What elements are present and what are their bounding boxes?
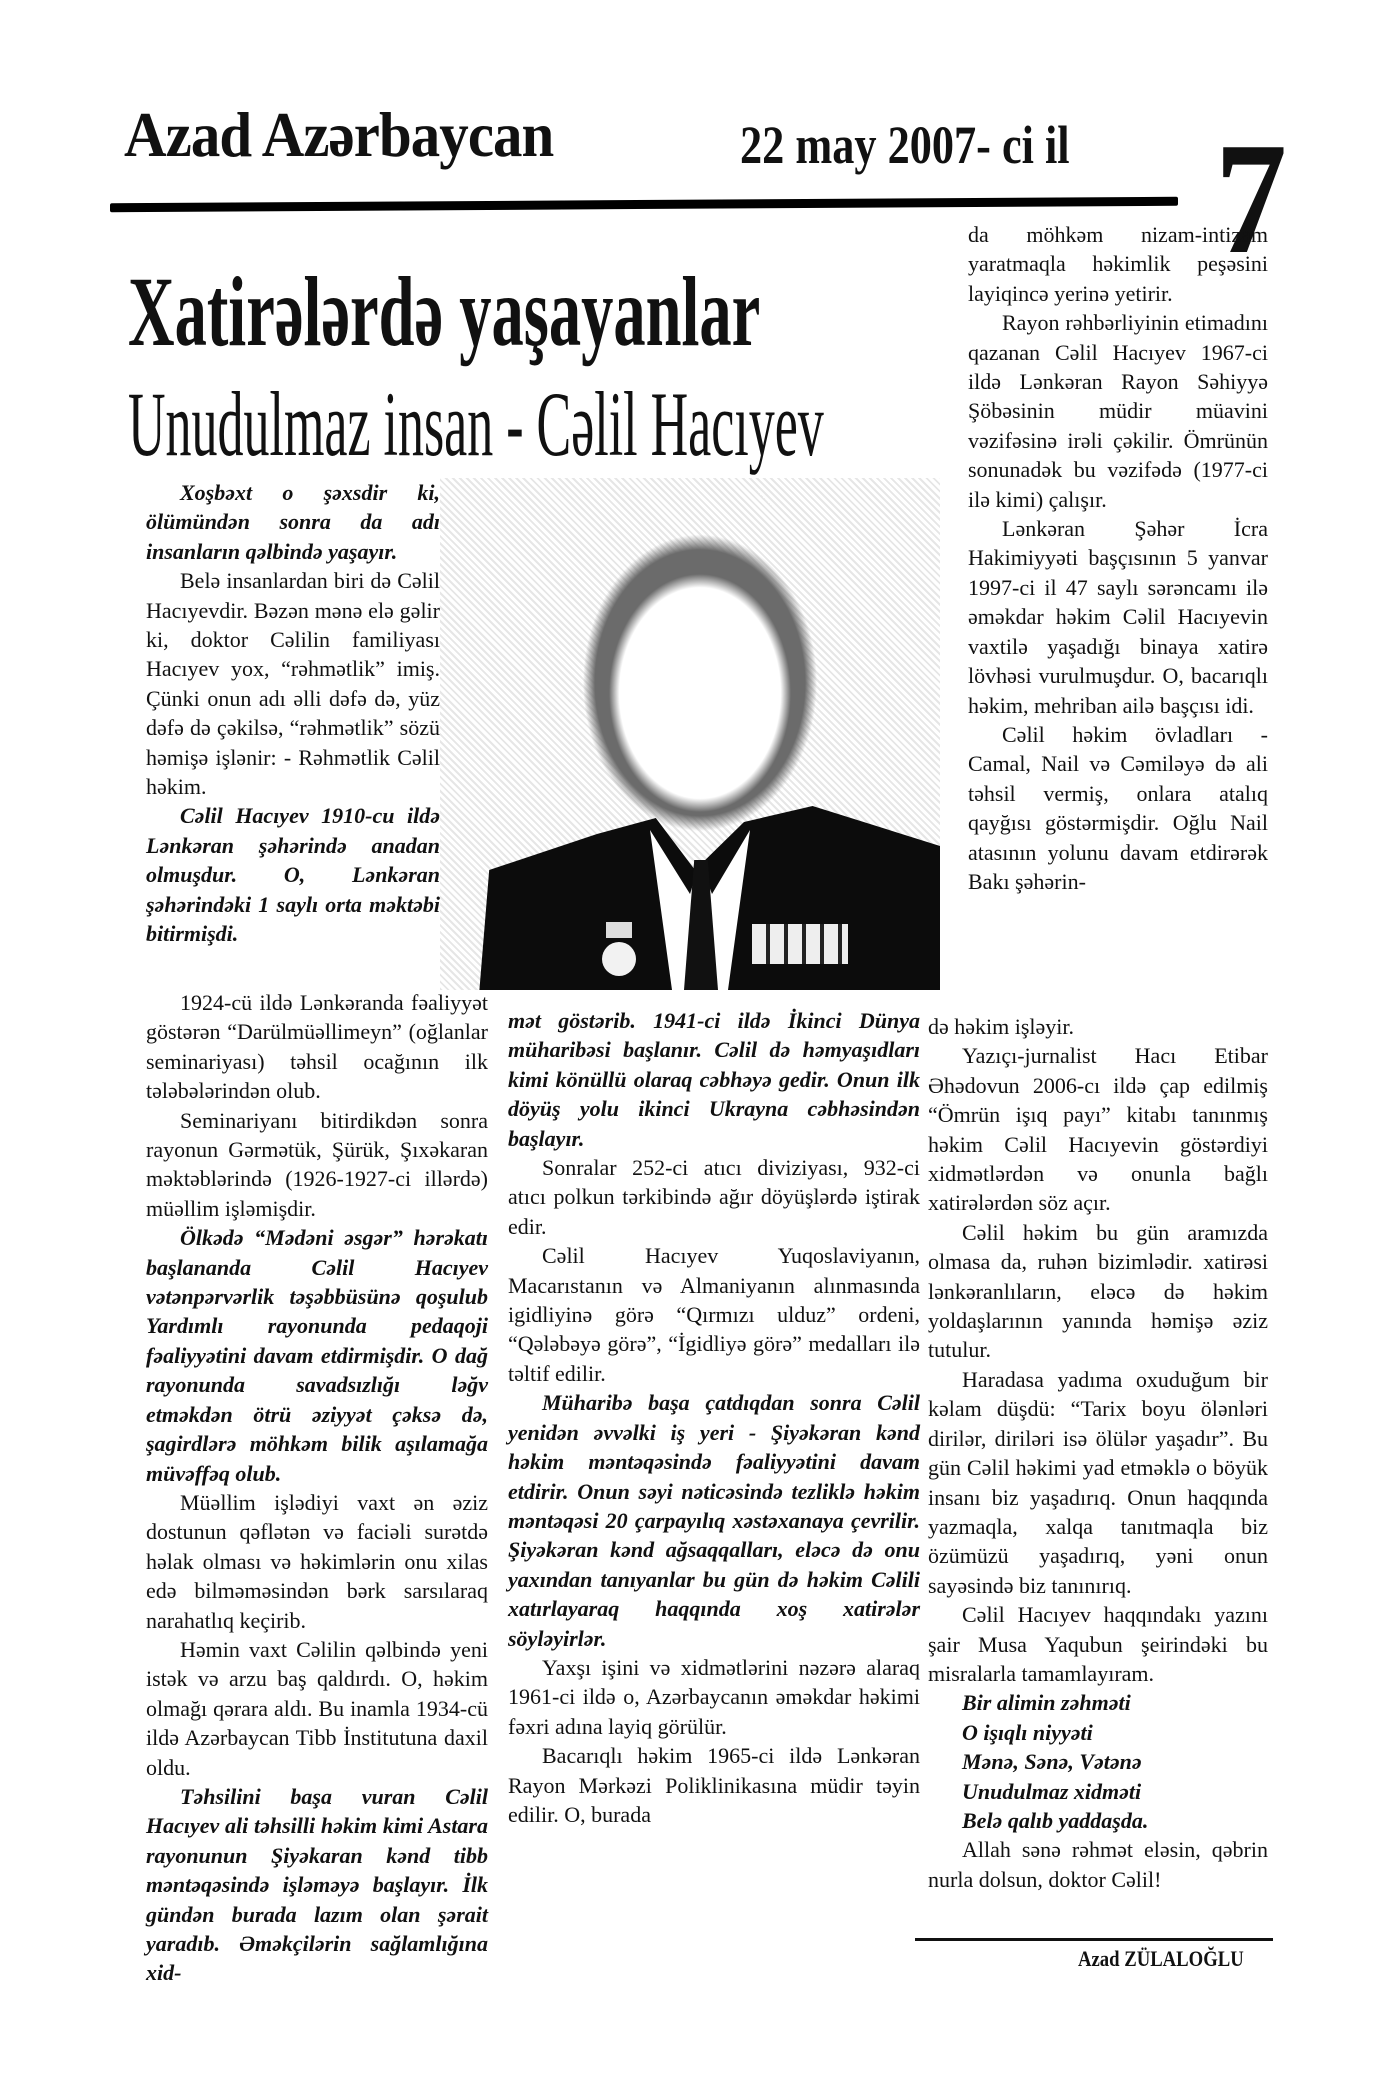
article-subheadline: Unudulmaz insan - Cəlil Hacıyev — [128, 373, 824, 475]
body-paragraph: 1924-cü ildə Lənkəranda fəaliyyət göstərən “Darülmüəllimeyn” (oğlanlar seminariyası) təhsil ocağının ilk tələbələrindən olub. — [146, 990, 488, 1104]
column-left-bottom — [146, 988, 488, 1988]
lead-paragraph: Müharibə başa çatdıqdan sonra Cəlil yenidən əvvəlki iş yeri - Şiyəkəran kənd həkim məntəqəsində fəaliyyətini davam etdirir. Onun səyi nəticəsində tezliklə həkim məntəqəsi 20 çarpayılıq xəstəxanaya çevrilir. Şiyəkəran kənd ağsaqqalları, eləcə də onu yaxından tanıyanlar bu gün də həkim Cəlili xatırlayaraq haqqında xoş xatirələr söyləyirlər. — [508, 1390, 920, 1651]
author-byline: Azad ZÜLALOĞLU — [1078, 1946, 1244, 1971]
body-paragraph: Cəlil həkim bu gün aramızda olmasa da, ruhən bizimlədir. xatirəsi lənkəranlıların, eləcə də həkim yoldaşlarının yanında həmişə əziz tutulur. — [928, 1219, 1268, 1363]
poem-line: Mənə, Sənə, Vətənə — [962, 1749, 1142, 1775]
poem-line: Belə qalıb yaddaşda. — [962, 1807, 1149, 1833]
poem-line: Unudulmaz xidməti — [962, 1778, 1142, 1804]
portrait-photo — [440, 478, 940, 990]
lead-paragraph: Ölkədə “Mədəni əsgər” hərəkatı başlananda Cəlil Hacıyev vətənpərvərlik təşəbbüsünə qoşulub Yardımlı rayonunda pedaqoji fəaliyyətini davam etdirmişdir. O dağ rayonunda savadsızlığı ləğv etməkdən ötrü əziyyət çəksə də, şagirdlərə möhkəm bilik aşılamağa müvəffəq olub. — [146, 1225, 488, 1486]
lead-paragraph: Təhsilini başa vuran Cəlil Hacıyev ali təhsilli həkim kimi Astara rayonunun Şiyəkaran kənd tibb məntəqəsində işləməyə başlayır. İlk gündən burada lazım olan şərait yaradıb. Əməkçilərin sağlamlığına xid- — [146, 1783, 488, 1986]
body-paragraph: Cəlil Hacıyev Yuqoslaviyanın, Macarıstanın və Almaniyanın alınmasında igidliyinə görə “Qırmızı ulduz” ordeni, “Qələbəyə görə”, “İgidliyə görə” medalları ilə təltif edilir. — [508, 1243, 920, 1386]
byline-rule — [915, 1938, 1273, 1941]
poem-line: Bir alimin zəhməti — [962, 1690, 1131, 1716]
body-paragraph: də həkim işləyir. — [928, 1014, 1075, 1039]
order-ribbons-icon — [752, 924, 848, 964]
poem-line: O işıqlı niyyəti — [962, 1719, 1093, 1745]
lead-paragraph: Cəlil Hacıyev 1910-cu ildə Lənkəran şəhərində anadan olmuşdur. O, Lənkəran şəhərindəki 1 saylı orta məktəbi bitirmişdi. — [146, 803, 440, 947]
body-paragraph: da möhkəm nizam-intizam yaratmaqla həkimlik peşəsini layiqincə yerinə yetirir. — [968, 222, 1268, 306]
lead-paragraph: Xoşbəxt o şəxsdir ki, ölümündən sonra da adı insanların qəlbində yaşayır. — [146, 480, 440, 564]
body-paragraph: Sonralar 252-ci atıcı diviziyası, 932-ci atıcı polkun tərkibində ağır döyüşlərdə iştirak edir. — [508, 1155, 920, 1239]
column-middle — [508, 1006, 920, 1829]
body-paragraph: Rayon rəhbərliyinin etimadını qazanan Cəlil Hacıyev 1967-ci ildə Lənkəran Rayon Səhiyyə Şöbəsinin müdir müavini vəzifəsinə irəli çəkilir. Ömrünün sonunadək bu vəzifədə (1977-ci ilə kimi) çalışır. — [968, 310, 1268, 512]
article-headline: Xatirələrdə yaşayanlar — [128, 256, 761, 367]
body-paragraph: Yazıçı-jurnalist Hacı Etibar Əhədovun 2006-cı ildə çap edilmiş “Ömrün işıq payı” kitabı tanınmış həkim Cəlil Hacıyevin göstərdiyi xidmətlərdən və onunla bağlı xatirələrdən söz açır. — [928, 1043, 1268, 1216]
closing-paragraph: Allah sənə rəhmət eləsin, qəbrin nurla dolsun, doktor Cəlil! — [928, 1837, 1268, 1892]
body-paragraph: Həmin vaxt Cəlilin qəlbində yeni istək və arzu baş qaldırdı. O, həkim olmağı qərara aldı. Bu inamla 1934-cü ildə Azərbaycan Tibb İnstitutuna daxil oldu. — [146, 1636, 488, 1780]
issue-date: 22 may 2007- ci il — [740, 115, 1070, 175]
lead-paragraph: mət göstərib. 1941-ci ildə İkinci Dünya müharibəsi başlanır. Cəlil də həmyaşıdları kimi könüllü olaraq cəbhəyə gedir. Onun ilk döyüş yolu ikinci Ukrayna cəbhəsindən başlayır. — [508, 1008, 920, 1151]
column-right-bottom — [928, 1012, 1268, 1894]
poem-quote — [928, 1688, 1268, 1835]
page-number: 7 — [1215, 109, 1287, 287]
body-paragraph: Haradasa yadıma oxuduğum bir kəlam düşdü: “Tarix boyu ölənləri dirilər, diriləri isə ölülər yaşadır”. Bu gün Cəlil həkimi yad etməklə o böyük insanı biz yaşadırıq. Onun haqqında yazmaqla, xalqa tanıtmaqla biz özümüzü yaşadırıq, yəni onun sayəsində biz tanınırıq. — [928, 1366, 1268, 1598]
body-paragraph: Cəlil Hacıyev haqqındakı yazını şair Musa Yaqubun şeirindəki bu misralarla tamamlayıram. — [928, 1602, 1268, 1686]
body-paragraph: Belə insanlardan biri də Cəlil Hacıyevdir. Bəzən mənə elə gəlir ki, doktor Cəlilin familiyası Hacıyev yox, “rəhmətlik” imiş. Çünki onun adı əlli dəfə də, yüz dəfə də çəkilsə, “rəhmətlik” sözü həmişə işlənir: - Rəhmətlik Cəlil həkim. — [146, 568, 440, 800]
column-right-top — [968, 220, 1268, 896]
body-paragraph: Bacarıqlı həkim 1965-ci ildə Lənkəran Rayon Mərkəzi Poliklinikasına müdir təyin edilir. O, burada — [508, 1743, 920, 1827]
newspaper-name: Azad Azərbaycan — [124, 99, 554, 170]
body-paragraph: Müəllim işlədiyi vaxt ən əziz dostunun qəflətən və faciəli surətdə həlak olması və həkimlərin onu xilas edə bilməməsindən bərk sarsılaraq narahatlıq keçirib. — [146, 1489, 488, 1633]
body-paragraph: Seminariyanı bitirdikdən sonra rayonun Gərmətük, Şürük, Şıxəkaran məktəblərində (1926-1927-ci illərdə) müəllim işləmişdir. — [146, 1107, 488, 1221]
body-paragraph: Yaxşı işini və xidmətlərini nəzərə alaraq 1961-ci ildə o, Azərbaycanın əməkdar həkimi fəxri adına layiq görülür. — [508, 1654, 920, 1739]
body-paragraph: Cəlil həkim övladları - Camal, Nail və Cəmiləyə də ali təhsil vermiş, onlara atalıq qayğısı göstərmişdir. Oğlu Nail atasının yolunu davam etdirərək Bakı şəhərin- — [968, 721, 1268, 894]
body-paragraph: Lənkəran Şəhər İcra Hakimiyyəti başçısının 5 yanvar 1997-ci il 47 saylı sərəncamı ilə əməkdar həkim Cəlil Hacıyevin vaxtilə yaşadığı binaya xatirə lövhəsi vurulmuşdur. O, bacarıqlı həkim, mehriban ailə başçısı idi. — [968, 516, 1268, 718]
masthead-rule — [110, 197, 1178, 213]
medal-icon — [602, 942, 636, 976]
column-left-top — [146, 478, 440, 949]
medal-ribbon-icon — [606, 922, 632, 938]
